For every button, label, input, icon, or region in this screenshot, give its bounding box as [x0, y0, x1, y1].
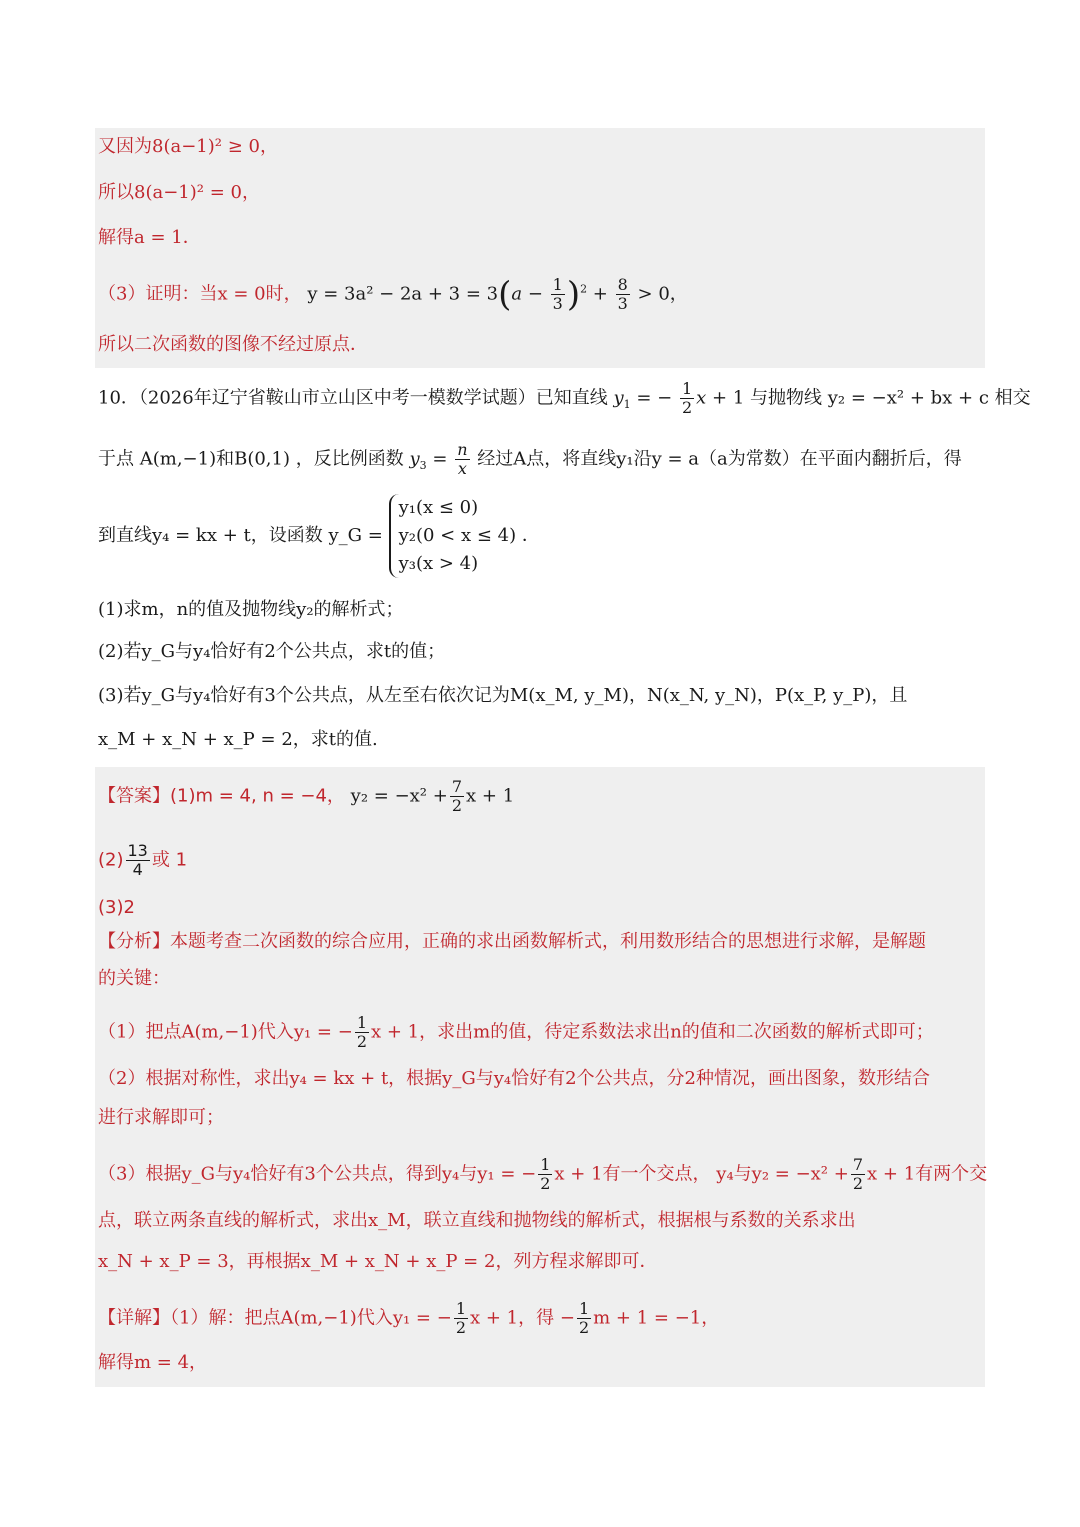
detail-line-2: 解得m = 4， [98, 1352, 208, 1373]
answer-line-1: 【答案】(1)m = 4, n = −4， y₂ = −x² + $\frac{7}{2}$ x + 1 [98, 777, 515, 815]
question-part-1: (1)求m，n的值及抛物线y₂的解析式； [98, 599, 404, 620]
analysis-step-2: （2）根据对称性，求出y₄ = kx + t，根据y_G与y₄恰好有2个公共点，分2种情况，画出图象，数形结合 [98, 1068, 931, 1089]
solution-line-1: 又因为8(a−1)² ≥ 0， [98, 136, 278, 157]
analysis-line-1: 【分析】本题考查二次函数的综合应用，正确的求出函数解析式，利用数形结合的思想进行求解，是解题 [98, 931, 926, 952]
analysis-step-1: （1）把点A(m,−1)代入y₁ = − $\frac{1}{2}$ x + 1，求出m的值，待定系数法求出n的值和二次函数的解析式即可； [98, 1013, 934, 1051]
analysis-line-2: 的关键： [98, 968, 170, 989]
question-part-3-cont: x_M + x_N + x_P = 2，求t的值. [98, 729, 378, 750]
question-line-2: 于点 A(m,−1)和B(0,1) ，反比例函数 $y_3$ = $\frac{n}{x}$ 经过A点，将直线y₁沿y = a（a为常数）在平面内翻折后，得 [98, 440, 962, 478]
solution-line-4: （3）证明：当x = 0时， y = 3a² − 2a + 3 = 3(a − $\frac{1}{3}$ )$^2$ + $\frac{8}{3}$ > 0， [98, 274, 688, 315]
solution-line-3: 解得a = 1． [98, 227, 201, 248]
question-line-1: 10．（2026年辽宁省鞍山市立山区中考一模数学试题）已知直线 $y_1$ = − $\frac{1}{2}$ x + 1 与抛物线 y₂ = −x² + bx + c 相交 [98, 379, 1031, 417]
answer-line-3: (3)2 [98, 897, 135, 918]
detail-line-1: 【详解】（1）解：把点A(m,−1)代入y₁ = − $\frac{1}{2}$ x + 1，得 − $\frac{1}{2}$ m + 1 = −1， [98, 1299, 720, 1337]
question-part-2: (2)若y_G与y₄恰好有2个公共点，求t的值； [98, 641, 446, 662]
question-part-3: (3)若y_G与y₄恰好有3个公共点，从左至右依次记为M(x_M, y_M)，N(x_N, y_N)，P(x_P, y_P)，且 [98, 685, 908, 706]
question-line-3: 到直线y₄ = kx + t，设函数 y_G = y₁(x ≤ 0) y₂(0 < x ≤ 4) y₃(x > 4) ． [98, 494, 540, 578]
analysis-step-2-cont: 进行求解即可； [98, 1107, 224, 1128]
analysis-step-3-cont2: x_N + x_P = 3，再根据x_M + x_N + x_P = 2，列方程求解即可． [98, 1251, 658, 1272]
piecewise-brace: y₁(x ≤ 0) y₂(0 < x ≤ 4) y₃(x > 4) [389, 494, 517, 578]
solution-line-5: 所以二次函数的图像不经过原点． [98, 334, 368, 355]
analysis-step-3-cont: 点，联立两条直线的解析式，求出x_M，联立直线和抛物线的解析式，根据根与系数的关系求出 [98, 1210, 856, 1231]
analysis-step-3: （3）根据y_G与y₄恰好有3个公共点，得到y₄与y₁ = − $\frac{1}{2}$ x + 1有一个交点， y₄与y₂ = −x² + $\frac{7}{2}$ x + 1有两个交 [98, 1155, 988, 1193]
solution-line-2: 所以8(a−1)² = 0， [98, 182, 260, 203]
answer-line-2: (2) $\frac{13}{4}$ 或 1 [98, 841, 188, 879]
